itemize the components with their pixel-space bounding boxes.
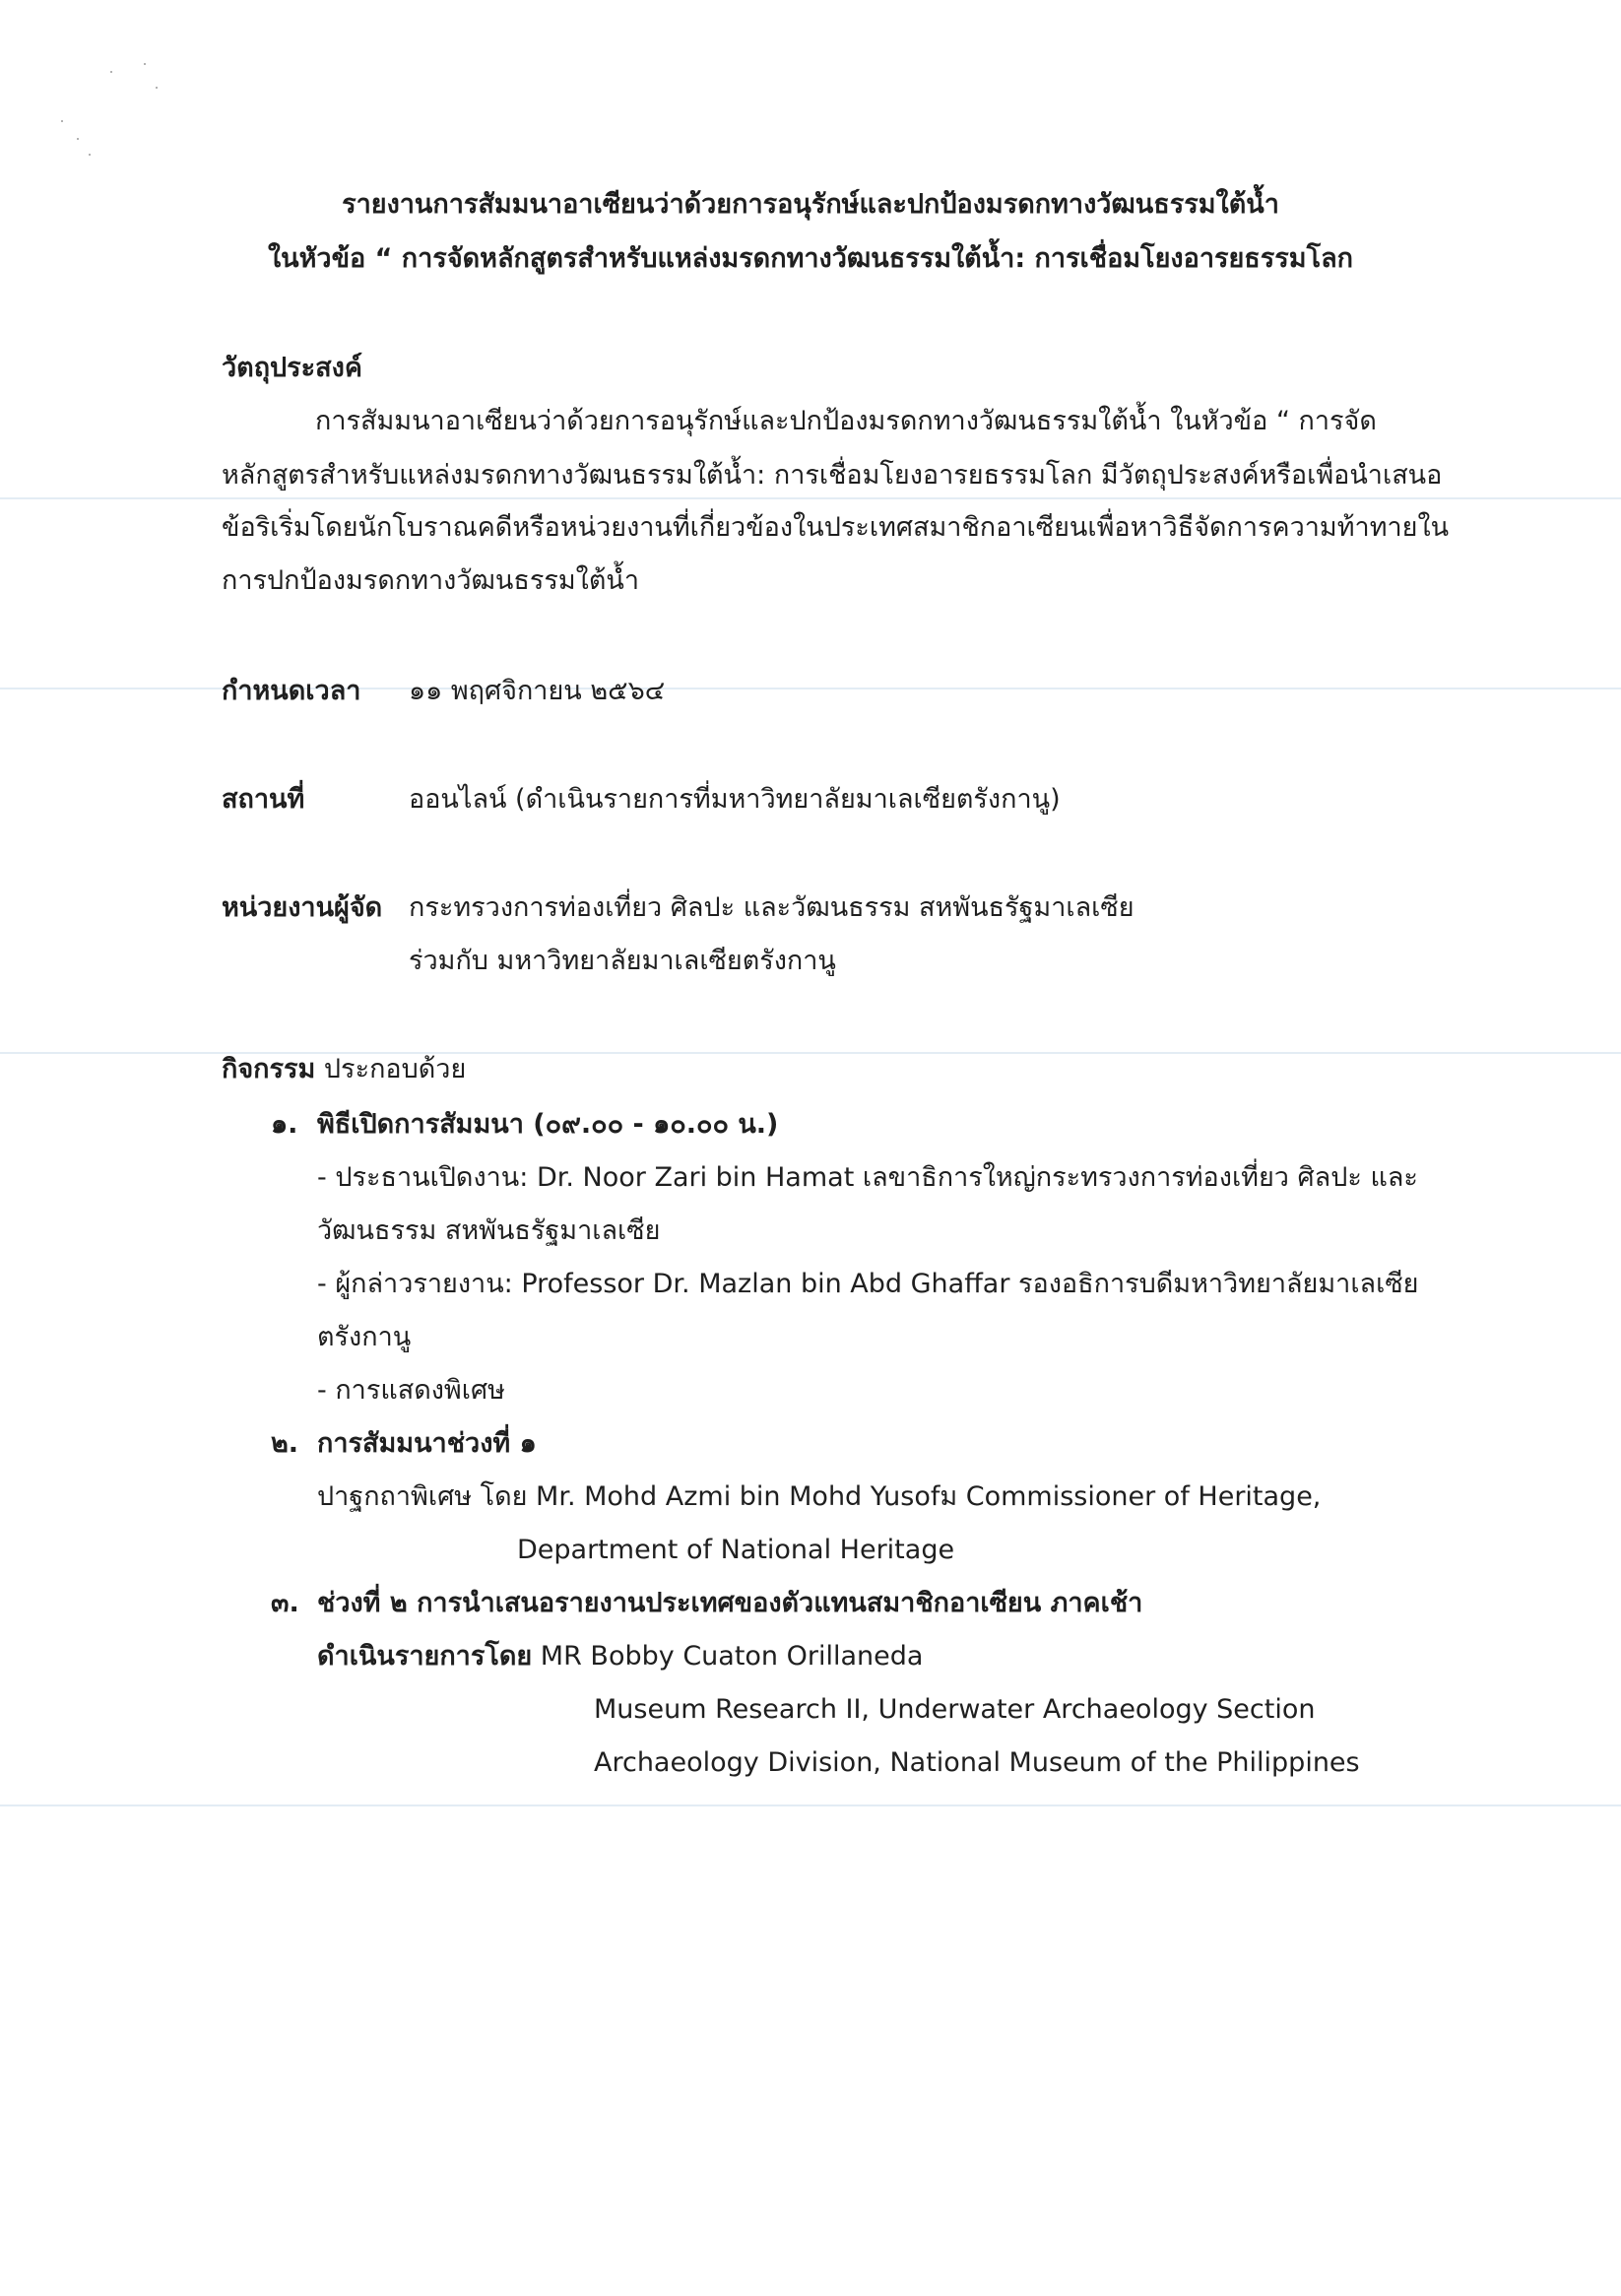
venue-value: ออนไลน์ (ดำเนินรายการที่มหาวิทยาลัยมาเลเซียตรังกานู) [409, 784, 1061, 815]
organizer-line-1: กระทรวงการท่องเที่ยว ศิลปะ และวัฒนธรรม สหพันธรัฐมาเลเซีย [409, 892, 1135, 923]
schedule-label: กำหนดเวลา [222, 676, 361, 706]
scan-speck [110, 71, 112, 73]
scan-line [0, 1804, 1621, 1806]
schedule-value: ๑๑ พฤศจิกายน ๒๕๖๔ [409, 676, 666, 706]
activity-1-detail-line: - ประธานเปิดงาน: Dr. Noor Zari bin Hamat เลขาธิการใหญ่กระทรวงการท่องเที่ยว ศิลปะ และ [317, 1162, 1418, 1193]
activity-3-title: ช่วงที่ ๒ การนำเสนอรายงานประเทศของตัวแทนสมาชิกอาเซียน ภาคเช้า [317, 1588, 1143, 1618]
venue-label: สถานที่ [222, 784, 305, 815]
organizer-label: หน่วยงานผู้จัด [222, 892, 383, 923]
report-title-line-2: ในหัวข้อ “ การจัดหลักสูตรสำหรับแหล่งมรดกทางวัฒนธรรมใต้น้ำ: การเชื่อมโยงอารยธรรมโลก [267, 243, 1353, 274]
activity-3-detail-line-2: Museum Research II, Underwater Archaeology Section [594, 1694, 1316, 1725]
scan-speck [77, 138, 79, 140]
moderator-name: MR Bobby Cuaton Orillaneda [540, 1641, 924, 1672]
activity-3-moderator [317, 1637, 923, 1676]
activity-3-number: ๓. [271, 1588, 299, 1618]
activity-1-detail-line: - การแสดงพิเศษ [317, 1375, 505, 1406]
activity-2-title: การสัมมนาช่วงที่ ๑ [317, 1428, 537, 1459]
activity-3-detail-line-3: Archaeology Division, National Museum of the Philippines [594, 1747, 1360, 1778]
objective-text-line: ข้อริเริ่มโดยนักโบราณคดีหรือหน่วยงานที่เกี่ยวข้องในประเทศสมาชิกอาเซียนเพื่อหาวิธีจัดการความท้าทายใน [222, 512, 1450, 543]
moderator-label: ดำเนินรายการโดย [317, 1641, 533, 1672]
objective-text-line: หลักสูตรสำหรับแหล่งมรดกทางวัฒนธรรมใต้น้ำ: การเชื่อมโยงอารยธรรมโลก มีวัตถุประสงค์หรือเพื่อนำเสนอ [222, 460, 1443, 491]
objective-heading: วัตถุประสงค์ [222, 353, 362, 383]
activity-2-detail-line-2: Department of National Heritage [517, 1535, 955, 1565]
activities-label-rest: ประกอบด้วย [323, 1054, 467, 1084]
organizer-line-2: ร่วมกับ มหาวิทยาลัยมาเลเซียตรังกานู [409, 946, 836, 976]
activity-1-number: ๑. [271, 1109, 298, 1140]
activity-1-detail-line: วัฒนธรรม สหพันธรัฐมาเลเซีย [317, 1215, 661, 1246]
activity-2-detail-line-1: ปาฐกถาพิเศษ โดย Mr. Mohd Azmi bin Mohd Yusofม Commissioner of Heritage, [317, 1481, 1322, 1512]
scan-speck [61, 120, 63, 122]
activities-label: กิจกรรม [222, 1054, 316, 1084]
activity-1-detail-line: - ผู้กล่าวรายงาน: Professor Dr. Mazlan bin Abd Ghaffar รองอธิการบดีมหาวิทยาลัยมาเลเซีย [317, 1269, 1419, 1299]
activity-1-detail-line: ตรังกานู [317, 1322, 412, 1352]
activity-1-title: พิธีเปิดการสัมมนา (๐๙.๐๐ - ๑๐.๐๐ น.) [317, 1109, 779, 1140]
scan-speck [89, 154, 91, 156]
activities-heading [222, 1050, 466, 1089]
activity-2-number: ๒. [271, 1428, 299, 1459]
report-title-line-1: รายงานการสัมมนาอาเซียนว่าด้วยการอนุรักษ์และปกป้องมรดกทางวัฒนธรรมใต้น้ำ [342, 189, 1279, 220]
objective-text-line: การปกป้องมรดกทางวัฒนธรรมใต้น้ำ [222, 565, 639, 596]
scan-speck [144, 63, 146, 65]
objective-text-line: การสัมมนาอาเซียนว่าด้วยการอนุรักษ์และปกป้องมรดกทางวัฒนธรรมใต้น้ำ ในหัวข้อ “ การจัด [315, 406, 1377, 436]
scan-speck [156, 87, 158, 89]
scan-line [0, 497, 1621, 499]
